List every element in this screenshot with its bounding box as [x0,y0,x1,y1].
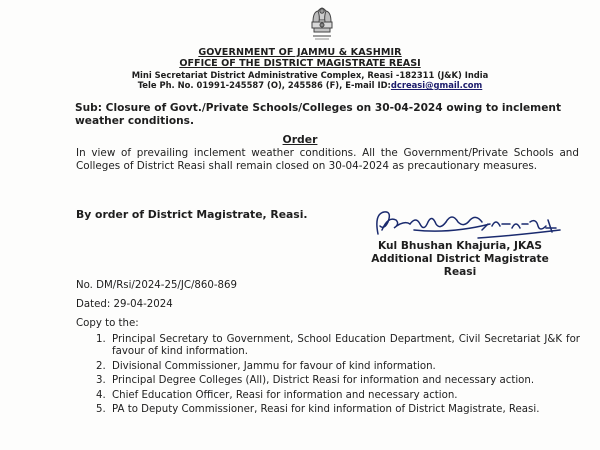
copy-to-heading: Copy to the: [76,318,139,329]
list-item-number: 4. [96,389,106,401]
header-email: dcreasi@gmail.com [390,80,483,90]
list-item-number: 3. [96,375,106,387]
subject-line: Sub: Closure of Govt./Private Schools/Colleges on 30-04-2024 owing to inclement weather conditions. [75,102,562,127]
signatory-designation: Additional District Magistrate [371,253,549,265]
list-item [96,375,580,387]
signature-block [345,240,575,279]
list-item [96,334,580,359]
list-item [96,361,580,373]
copy-list [96,334,580,418]
list-item-text: Principal Secretary to Government, School Education Department, Civil Secretariat J&K for favour of kind information. [112,334,580,358]
header-office: OFFICE OF THE DISTRICT MAGISTRATE REASI [179,58,421,69]
list-item-text: Principal Degree Colleges (All), District Reasi for information and necessary action. [112,375,535,387]
signatory-name: Kul Bhushan Khajuria, JKAS [377,240,543,252]
national-emblem-icon [307,2,337,44]
dated-line: Dated: 29-04-2024 [76,299,173,310]
header-address: Mini Secretariat District Administrative Complex, Reasi -182311 (J&K) India [131,70,489,80]
list-item [96,390,580,402]
list-item-number: 5. [96,404,106,416]
order-title: Order [282,133,318,146]
signatory-place: Reasi [443,266,477,278]
list-item-text: Chief Education Officer, Reasi for information and necessary action. [112,389,458,401]
header-contact [10,80,600,90]
list-item-number: 1. [96,334,106,345]
list-item-number: 2. [96,360,106,372]
header-government: GOVERNMENT OF JAMMU & KASHMIR [198,47,402,58]
list-item [96,404,580,416]
by-order-line: By order of District Magistrate, Reasi. [76,208,308,221]
list-item-text: PA to Deputy Commissioner, Reasi for kind information of District Magistrate, Reasi. [112,404,540,416]
order-body: In view of prevailing inclement weather conditions. All the Government/Private Schools and Colleges of District Reasi shall remain closed on 30-04-2024 as precautionary measures. [76,147,579,173]
header-phone: Tele Ph. No. 01991-245587 (O), 245586 (F), E-mail ID: [137,80,391,90]
list-item-text: Divisional Commissioner, Jammu for favour of kind information. [112,360,436,372]
reference-number: No. DM/Rsi/2024-25/JC/860-869 [76,280,237,291]
